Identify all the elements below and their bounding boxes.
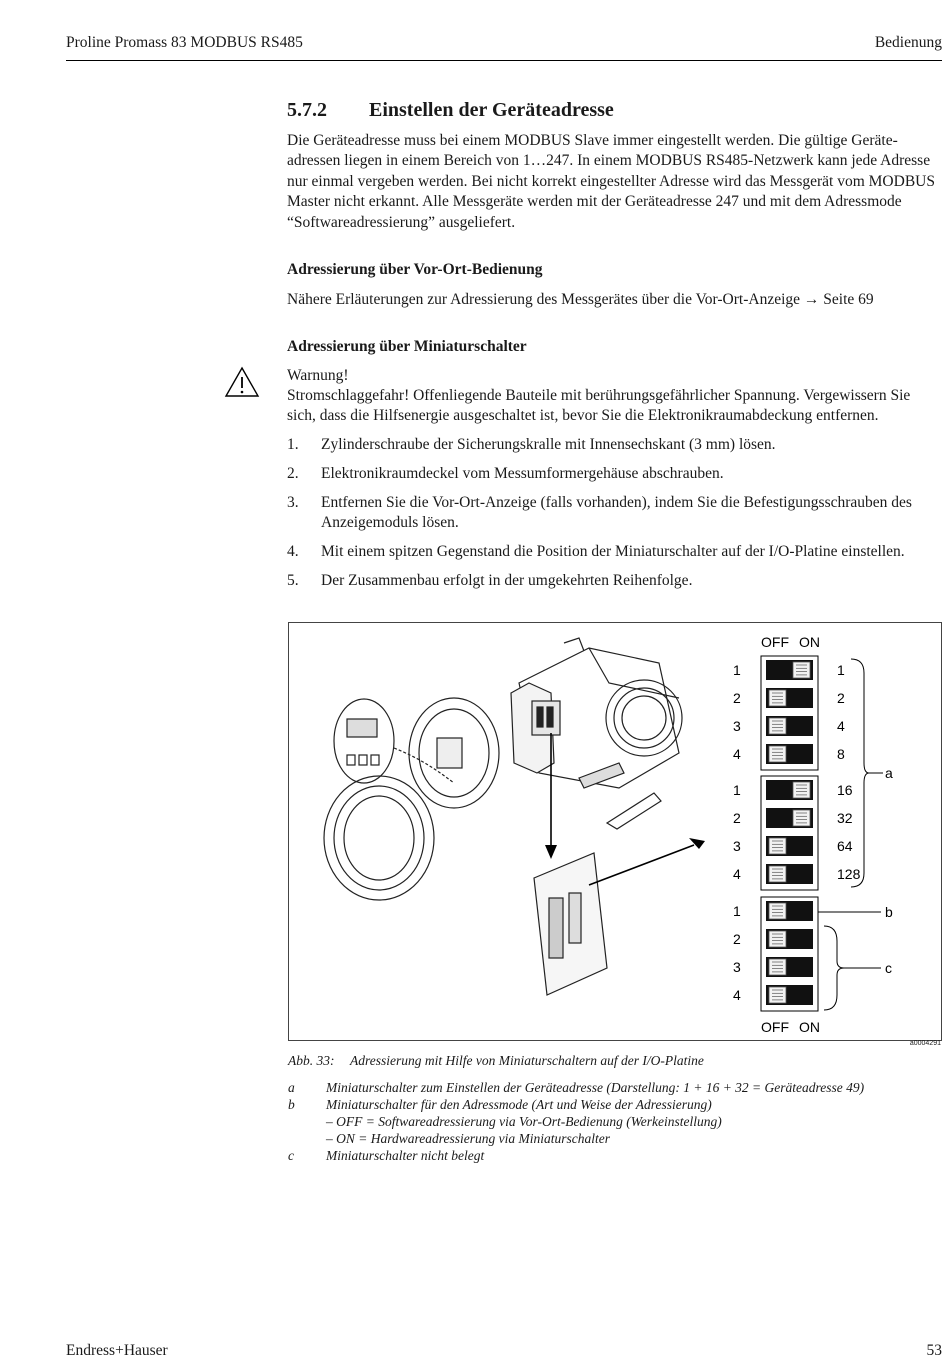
- legend-text: – ON = Hardwareadressierung via Miniaturschalter: [326, 1131, 610, 1146]
- switch-number: 3: [733, 838, 741, 854]
- dip-switch[interactable]: [733, 688, 845, 708]
- warning-icon: [224, 366, 260, 398]
- intro-paragraph: Die Geräteadresse muss bei einem MODBUS Slave immer eingestellt werden. Die gültige Geräteadressen liegen in einem Bereich von 1…247. In einem MODBUS RS485-Netzwerk kann jede Adresse nur einmal vergeben werden. Bei nicht korrekt eingestellter Adresse wird das Messgerät vom MODBUS Master nicht erkannt. Alle Messgeräte werden mit der Geräteadresse 247 und mit dem Adressmode “Softwareadressierung” ausgeliefert.: [287, 132, 935, 231]
- allen-key-drawing: [607, 793, 661, 829]
- bracket-c: [824, 926, 844, 1010]
- step-text: Elektronikraumdeckel vom Messumformergehäuse abschrauben.: [321, 465, 724, 482]
- step-number: 1.: [287, 436, 299, 453]
- callout-a: a: [885, 765, 893, 781]
- legend-row: [288, 1147, 928, 1164]
- arrow-right-icon: →: [803, 291, 820, 308]
- display-module-drawing: [334, 699, 454, 783]
- legend-row: [288, 1096, 928, 1113]
- step-text: Entfernen Sie die Vor-Ort-Anzeige (falls vorhanden), indem Sie die Befestigungsschrauben des Anzeigemoduls lösen.: [321, 494, 912, 532]
- step-item: [287, 464, 942, 484]
- section-number: 5.7.2: [287, 99, 327, 121]
- legend-key: a: [288, 1080, 295, 1095]
- switch-weight: 8: [837, 746, 845, 762]
- transmitter-housing-drawing: [511, 638, 682, 788]
- switch-weight: 32: [837, 810, 853, 826]
- header-rule: [66, 60, 942, 61]
- electronics-cover-drawing: [409, 698, 499, 808]
- local-operation-text: [287, 290, 942, 310]
- step-item: [287, 542, 942, 562]
- step-item: [287, 493, 942, 534]
- step-text: Der Zusammenbau erfolgt in der umgekehrten Reihenfolge.: [321, 572, 693, 590]
- io-board-drawing: [534, 853, 607, 995]
- section-title: Einstellen der Geräteadresse: [369, 99, 614, 121]
- arrow-to-switches-head: [689, 838, 705, 849]
- switch-knob: [769, 959, 786, 975]
- legend-key: c: [288, 1148, 294, 1163]
- dip-switch[interactable]: [733, 864, 861, 884]
- caption-text: Adressierung mit Hilfe von Miniaturschaltern auf der I/O-Platine: [350, 1053, 704, 1068]
- off-label-bottom: OFF: [761, 1019, 789, 1035]
- switch-weight: 1: [837, 662, 845, 678]
- switch-knob: [769, 718, 786, 734]
- on-label-top: ON: [799, 634, 820, 650]
- switch-number: 1: [733, 782, 741, 798]
- dip-switch[interactable]: [733, 808, 853, 828]
- callout-c: c: [885, 960, 892, 976]
- step-number: 5.: [287, 572, 299, 590]
- switch-number: 4: [733, 987, 741, 1003]
- steps-list: [287, 435, 942, 592]
- figure-legend: [288, 1079, 928, 1164]
- legend-text: Miniaturschalter zum Einstellen der Geräteadresse (Darstellung: 1 + 16 + 32 = Geräteadresse 49): [326, 1080, 865, 1095]
- switch-weight: 4: [837, 718, 845, 734]
- figure-caption: [288, 1053, 704, 1069]
- step-number: 4.: [287, 543, 299, 561]
- switch-knob: [769, 903, 786, 919]
- caption-label: Abb. 33:: [288, 1053, 335, 1068]
- switch-number: 4: [733, 866, 741, 882]
- switch-knob: [793, 810, 810, 826]
- bracket-a: [851, 659, 869, 887]
- footer-company: Endress+Hauser: [66, 1342, 168, 1359]
- warning-text: Stromschlaggefahr! Offenliegende Bauteile mit berührungsgefährlicher Spannung. Vergewissern Sie sich, dass die Hilfsenergie ausgeschaltet ist, bevor Sie die Elektronikraumabdeckung entfernen.: [287, 387, 911, 425]
- legend-text: Miniaturschalter nicht belegt: [326, 1148, 485, 1163]
- switch-weight: 64: [837, 838, 853, 854]
- header-title: Proline Promass 83 MODBUS RS485: [66, 34, 303, 51]
- legend-key: b: [288, 1097, 295, 1112]
- switch-knob: [769, 987, 786, 1003]
- switch-knob: [769, 866, 786, 882]
- step-item: [287, 571, 942, 591]
- dip-switch[interactable]: [733, 660, 845, 680]
- legend-text: Miniaturschalter für den Adressmode (Art und Weise der Adressierung): [326, 1097, 712, 1112]
- dip-switch-array: [733, 660, 861, 1005]
- dip-switch[interactable]: [733, 985, 813, 1005]
- figure-dip-switch-addressing: [288, 622, 942, 1041]
- dip-switch[interactable]: [733, 780, 853, 800]
- step-item: [287, 435, 942, 455]
- off-label-top: OFF: [761, 634, 789, 650]
- switch-knob: [769, 931, 786, 947]
- local-operation-sentence: Nähere Erläuterungen zur Adressierung des Messgerätes über die Vor-Ort-Anzeige: [287, 291, 801, 308]
- callout-b: b: [885, 904, 893, 920]
- switch-knob: [769, 690, 786, 706]
- warning-title: Warnung!: [287, 367, 349, 384]
- switch-number: 3: [733, 718, 741, 734]
- legend-text: – OFF = Softwareadressierung via Vor-Ort-Bedienung (Werkeinstellung): [326, 1114, 722, 1129]
- switch-weight: 16: [837, 782, 853, 798]
- switch-number: 2: [733, 690, 741, 706]
- subheading-local-operation: Adressierung über Vor-Ort-Bedienung: [287, 261, 543, 278]
- legend-row: [288, 1079, 928, 1096]
- arrow-to-switches: [589, 845, 694, 885]
- arrow-down-head: [545, 845, 557, 859]
- switch-knob: [793, 662, 810, 678]
- dip-switch[interactable]: [733, 716, 845, 736]
- switch-weight: 2: [837, 690, 845, 706]
- switch-number: 3: [733, 959, 741, 975]
- dip-switch[interactable]: [733, 744, 845, 764]
- figure-id: a0004291: [909, 1040, 941, 1047]
- step-text: Zylinderschraube der Sicherungskralle mit Innensechskant (3 mm) lösen.: [321, 436, 776, 453]
- figure-illustration: [289, 623, 941, 1040]
- switch-knob: [769, 746, 786, 762]
- step-number: 2.: [287, 465, 299, 482]
- switch-number: 2: [733, 931, 741, 947]
- switch-number: 1: [733, 903, 741, 919]
- switch-knob: [769, 838, 786, 854]
- header-chapter: Bedienung: [874, 34, 942, 51]
- section-heading: [287, 99, 942, 122]
- switch-number: 4: [733, 746, 741, 762]
- dip-switch[interactable]: [733, 929, 813, 949]
- steps-list-container: [287, 435, 942, 600]
- page-number: 53: [926, 1342, 942, 1359]
- screw-cover-drawing: [324, 776, 434, 900]
- switch-weight: 128: [837, 866, 861, 882]
- dip-switch[interactable]: [733, 836, 853, 856]
- legend-row: [288, 1130, 928, 1147]
- page-reference-link[interactable]: Seite 69: [823, 291, 874, 308]
- dip-switch[interactable]: [733, 957, 813, 977]
- step-number: 3.: [287, 494, 299, 511]
- switch-knob: [793, 782, 810, 798]
- switch-number: 1: [733, 662, 741, 678]
- legend-row: [288, 1113, 928, 1130]
- step-text: Mit einem spitzen Gegenstand die Position der Miniaturschalter auf der I/O-Platine einstellen.: [321, 543, 905, 561]
- subheading-dip-switches: Adressierung über Miniaturschalter: [287, 338, 527, 355]
- switch-number: 2: [733, 810, 741, 826]
- on-label-bottom: ON: [799, 1019, 820, 1035]
- dip-switch[interactable]: [733, 901, 813, 921]
